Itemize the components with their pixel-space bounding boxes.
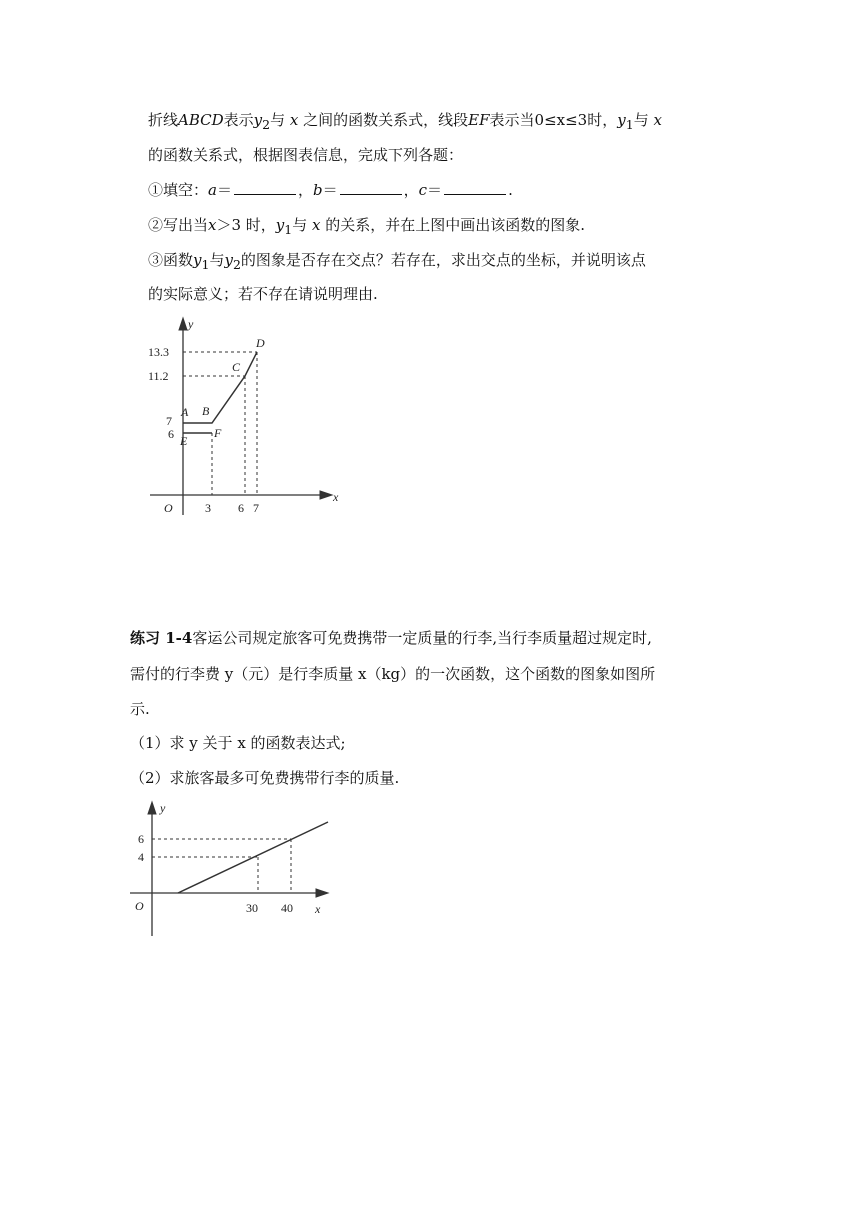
text-segment: 之间的函数关系式，线段: [303, 111, 469, 129]
subscript: 2: [262, 117, 271, 132]
point-label-a: A: [181, 405, 189, 419]
graph2-y-arrow: [148, 802, 156, 814]
text-segment: 与: [270, 111, 286, 129]
text-segment: 的关系，并在上图中画出该函数的图象.: [325, 216, 586, 234]
graph2-y-label: y: [160, 801, 166, 815]
var-y: y: [253, 111, 263, 129]
graph2-xtick-30: 30: [246, 901, 258, 915]
subscript: 1: [625, 117, 634, 132]
range-text: 0≤x≤3: [534, 111, 588, 129]
graph1-ytick-7: 7: [166, 414, 172, 428]
text-segment: 与: [209, 251, 225, 269]
text-segment: 表示: [223, 111, 254, 129]
graph1-xtick-7: 7: [253, 501, 259, 515]
exercise-label: 练习 1-4: [130, 629, 193, 647]
segment-name: EF: [468, 111, 490, 129]
graph2-ytick-4: 4: [138, 850, 144, 864]
text-segment: ③函数: [148, 251, 194, 269]
text-segment: 时，: [587, 111, 618, 129]
var-b: b: [313, 181, 323, 199]
subscript: 1: [201, 257, 210, 272]
graph2-origin: O: [135, 899, 144, 913]
var-x: x: [208, 216, 217, 234]
point-label-f: F: [214, 426, 222, 440]
text-segment: 与: [633, 111, 649, 129]
var-y: y: [617, 111, 626, 129]
equals: ＝: [216, 181, 232, 199]
graph1-ytick-11-2: 11.2: [148, 369, 169, 383]
problem1-line2: 的函数关系式，根据图表信息，完成下列各题：: [148, 146, 464, 164]
text-segment: 折线: [148, 111, 179, 129]
text-segment: 与: [292, 216, 308, 234]
separator: ，: [297, 181, 313, 199]
problem2-q1: （1）求 y 关于 x 的函数表达式;: [130, 734, 346, 752]
text-segment: ①填空：: [148, 181, 209, 199]
polyline-name: ABCD: [178, 111, 224, 129]
var-a: a: [208, 181, 217, 199]
var-x: x: [312, 216, 321, 234]
problem2-line3: 示.: [130, 700, 150, 718]
text-segment: 客运公司规定旅客可免费携带一定质量的行李,当行李质量超过规定时,: [192, 629, 652, 647]
text-segment: ＞3 时，: [216, 216, 276, 234]
problem1-q3-continued: 的实际意义；若不存在请说明理由.: [148, 285, 378, 303]
var-x: x: [653, 111, 662, 129]
graph1-origin: O: [164, 501, 173, 515]
var-y: y: [275, 216, 285, 234]
point-label-c: C: [232, 360, 241, 374]
text-segment: 表示当: [489, 111, 535, 129]
graph2-x-arrow: [316, 889, 328, 897]
graph2-x-label: x: [315, 902, 321, 916]
subscript: 1: [284, 222, 293, 237]
point-label-b: B: [202, 404, 210, 418]
problem2-q2: （2）求旅客最多可免费携带行李的质量.: [130, 769, 400, 787]
subscript: 2: [232, 257, 241, 272]
graph1-y-label: y: [188, 317, 194, 331]
equals: ＝: [322, 181, 338, 199]
problem2-line2: 需付的行李费 y（元）是行李质量 x（kg）的一次函数，这个函数的图象如图所: [130, 665, 656, 683]
graph1-ytick-6: 6: [168, 427, 174, 441]
graph1-x-label: x: [333, 490, 339, 504]
graph1-ytick-13-3: 13.3: [148, 345, 169, 359]
equals: ＝: [427, 181, 443, 199]
graph1-xtick-3: 3: [205, 501, 211, 515]
point-label-d: D: [256, 336, 265, 350]
var-y: y: [193, 251, 202, 269]
graph1-xtick-6: 6: [238, 501, 244, 515]
graph2-xtick-40: 40: [281, 901, 293, 915]
var-c: c: [418, 181, 428, 199]
period: .: [508, 181, 513, 199]
text-segment: ②写出当: [148, 216, 209, 234]
var-x: x: [289, 111, 299, 129]
var-y: y: [224, 251, 233, 269]
text-segment: 的图象是否存在交点？若存在，求出交点的坐标，并说明该点: [240, 251, 646, 269]
point-label-e: E: [180, 434, 188, 448]
graph2-ytick-6: 6: [138, 832, 144, 846]
separator: ，: [403, 181, 419, 199]
